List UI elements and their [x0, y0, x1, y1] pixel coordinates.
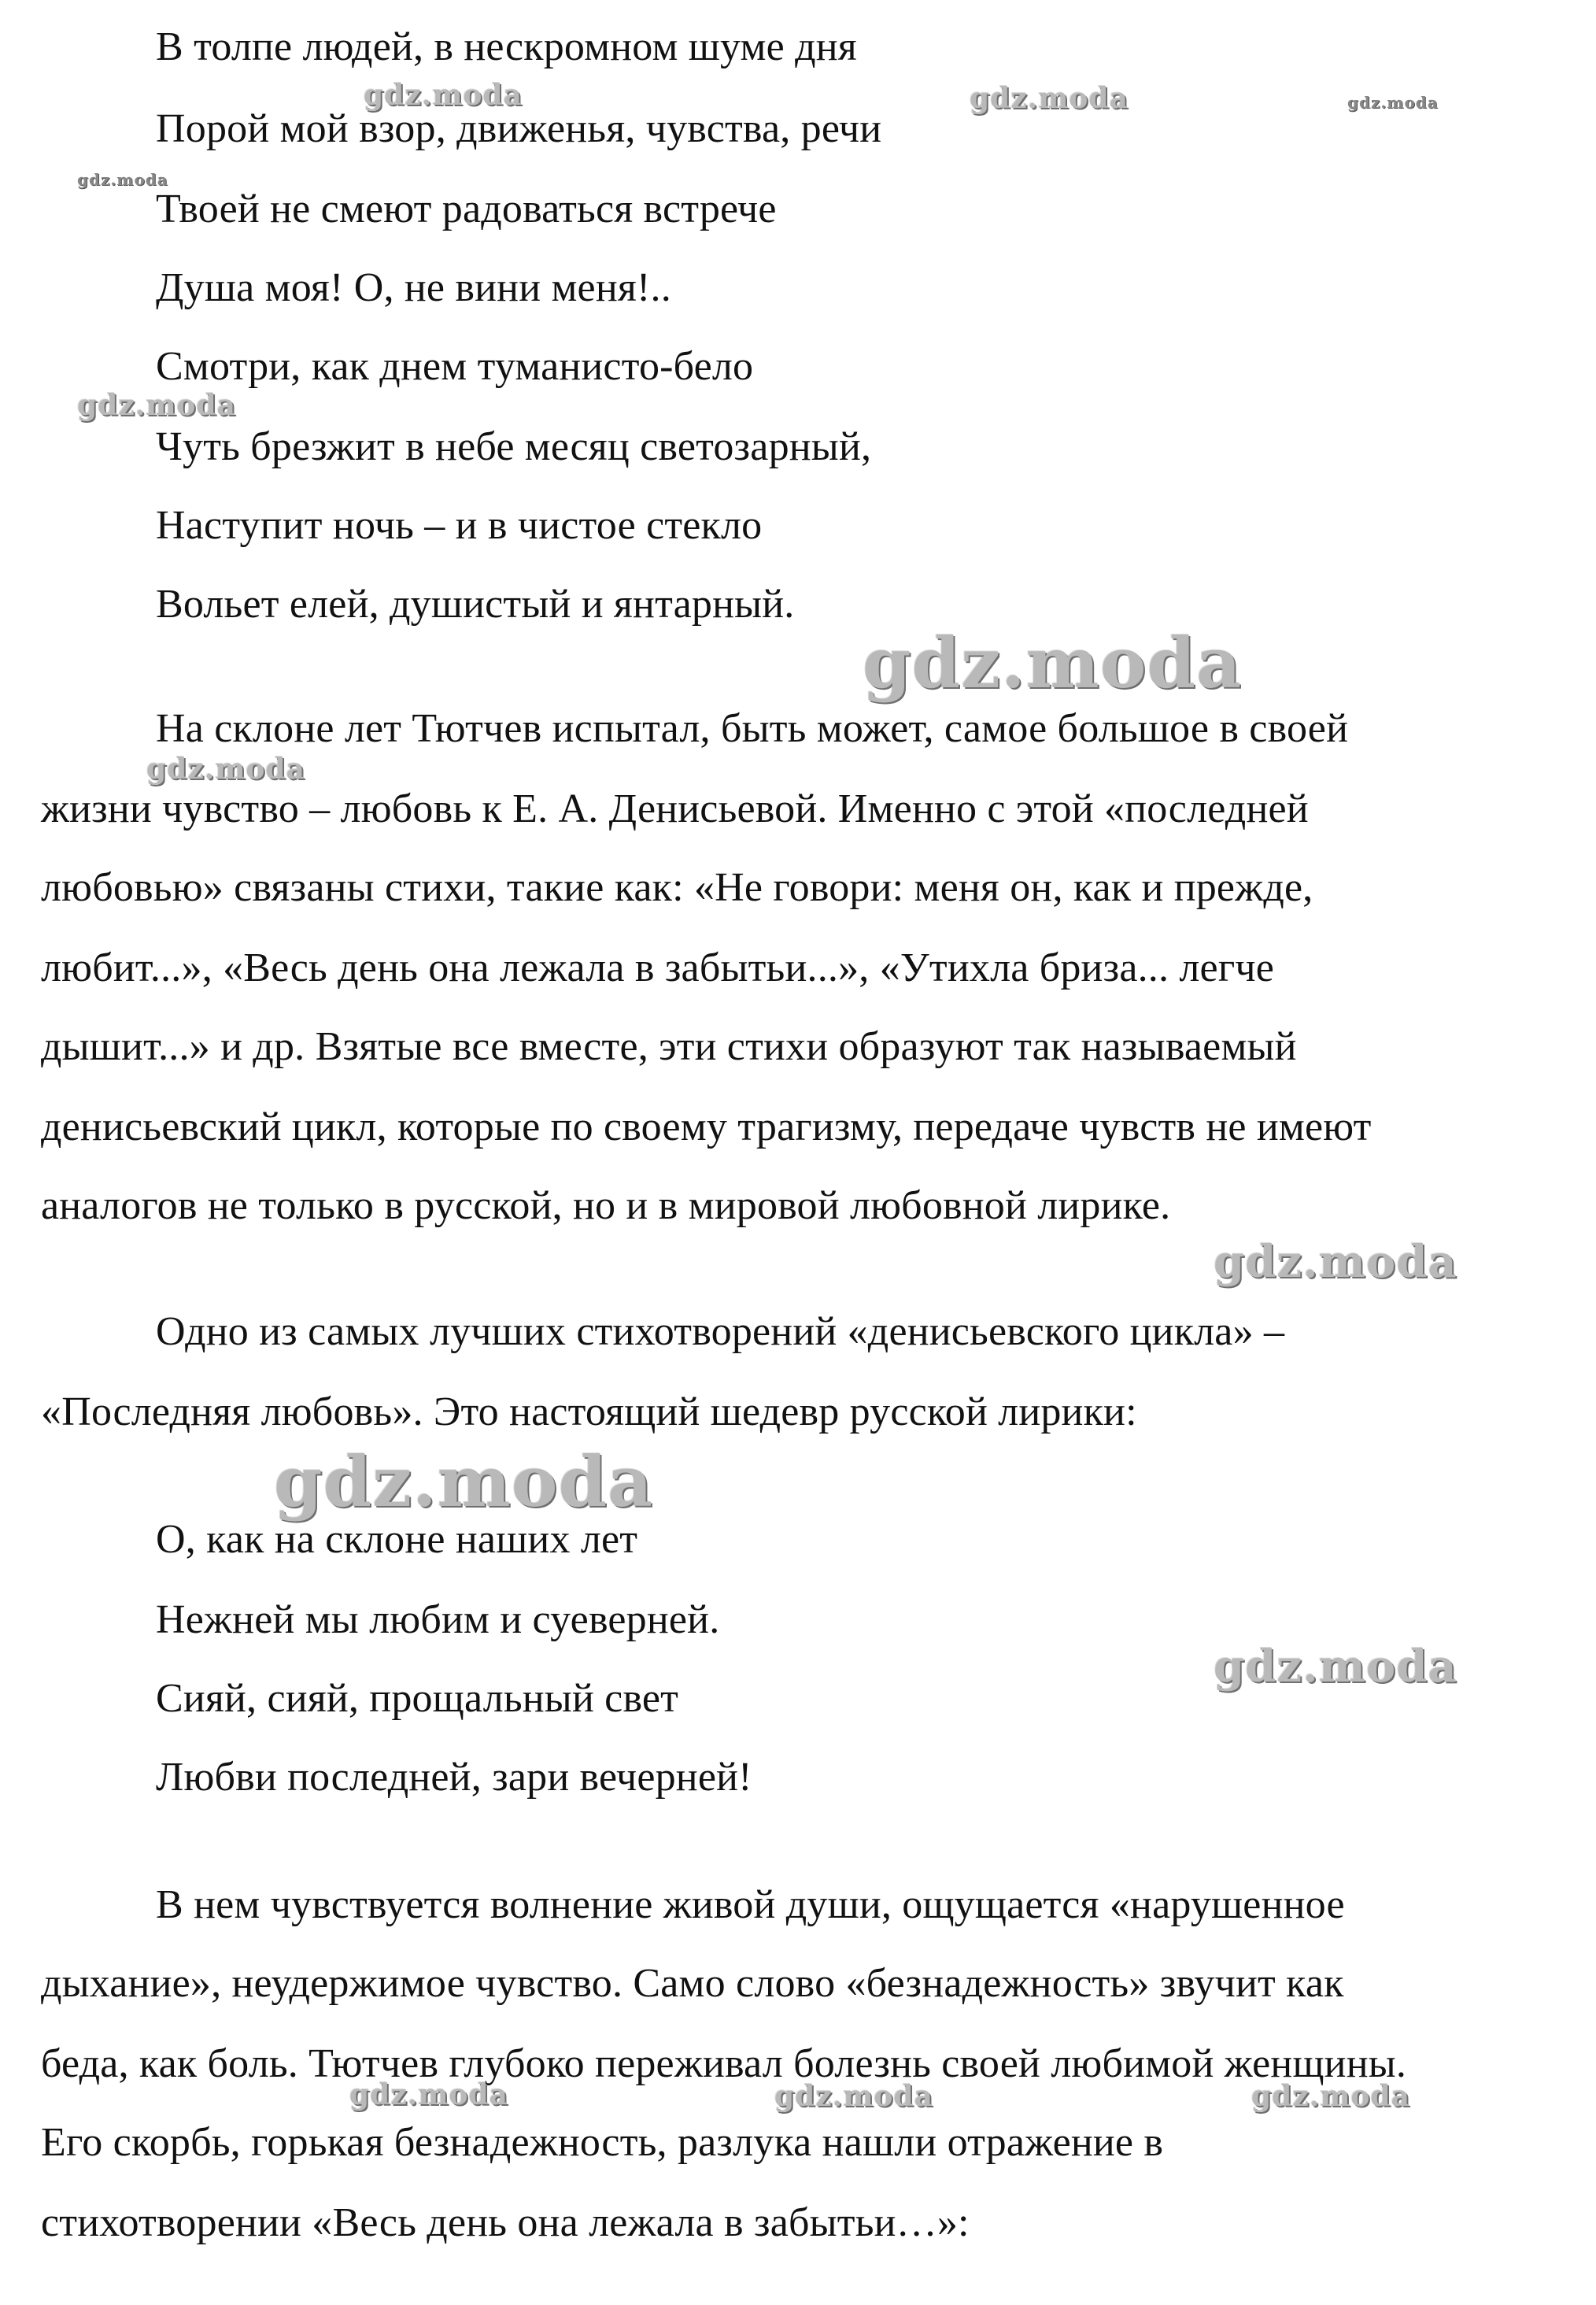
watermark: gdz.moda	[77, 170, 168, 189]
stanza1-line-6: Чуть брезжит в небе месяц светозарный,	[156, 424, 872, 469]
watermark: gdz.moda	[274, 1441, 654, 1522]
paragraph3-line-5: стихотворении «Весь день она лежала в забытьи…»:	[41, 2200, 970, 2245]
paragraph1-line-1: На склоне лет Тютчев испытал, быть может, самое большое в своей	[156, 706, 1349, 751]
watermark: gdz.moda	[970, 82, 1129, 115]
paragraph1-line-7: аналогов не только в русской, но и в мировой любовной лирике.	[41, 1183, 1171, 1228]
watermark: gdz.moda	[1214, 1236, 1457, 1288]
watermark: gdz.moda	[863, 622, 1243, 704]
stanza1-line-8: Вольет елей, душистый и янтарный.	[156, 582, 795, 627]
paragraph1-line-4: любит...», «Весь день она лежала в забытьи...», «Утихла бриза... легче	[41, 945, 1274, 990]
stanza2-line-4: Любви последней, зари вечерней!	[156, 1755, 752, 1800]
watermark: gdz.moda	[1214, 1641, 1457, 1693]
watermark: gdz.moda	[1347, 93, 1439, 112]
paragraph1-line-5: дышит...» и др. Взятые все вместе, эти стихи образуют так называемый	[41, 1024, 1297, 1069]
watermark: gdz.moda	[364, 79, 523, 112]
paragraph1-line-6: денисьевский цикл, которые по своему трагизму, передаче чувств не имеют	[41, 1104, 1372, 1149]
stanza1-line-2: Порой мой взор, движенья, чувства, речи	[156, 106, 882, 151]
stanza1-line-4: Душа моя! О, не вини меня!..	[156, 265, 671, 310]
paragraph3-line-1: В нем чувствуется волнение живой души, ощущается «нарушенное	[156, 1882, 1345, 1927]
paragraph3-line-2: дыхание», неудержимое чувство. Само слово «безнадежность» звучит как	[41, 1961, 1344, 2006]
watermark: gdz.moda	[1251, 2080, 1410, 2113]
stanza2-line-2: Нежней мы любим и суеверней.	[156, 1597, 720, 1642]
stanza1-line-7: Наступит ночь – и в чистое стекло	[156, 503, 763, 548]
watermark: gdz.moda	[146, 753, 305, 786]
paragraph1-line-2: жизни чувство – любовь к Е. А. Денисьевой. Именно с этой «последней	[41, 786, 1309, 831]
stanza1-line-1: В толпе людей, в нескромном шуме дня	[156, 24, 857, 69]
paragraph1-line-3: любовью» связаны стихи, такие как: «Не говори: меня он, как и прежде,	[41, 865, 1313, 910]
paragraph2-line-1: Одно из самых лучших стихотворений «денисьевского цикла» –	[156, 1309, 1285, 1354]
watermark: gdz.moda	[77, 389, 236, 422]
paragraph3-line-4: Его скорбь, горькая безнадежность, разлука нашли отражение в	[41, 2120, 1164, 2165]
paragraph3-line-3: беда, как боль. Тютчев глубоко переживал болезнь своей любимой женщины.	[41, 2041, 1407, 2086]
stanza2-line-3: Сияй, сияй, прощальный свет	[156, 1676, 679, 1721]
watermark: gdz.moda	[349, 2078, 508, 2111]
watermark: gdz.moda	[774, 2080, 933, 2113]
stanza1-line-3: Твоей не смеют радоваться встрече	[156, 187, 777, 231]
stanza1-line-5: Смотри, как днем туманисто-бело	[156, 344, 754, 389]
paragraph2-line-2: «Последняя любовь». Это настоящий шедевр русской лирики:	[41, 1389, 1137, 1434]
stanza2-line-1: О, как на склоне наших лет	[156, 1517, 638, 1562]
